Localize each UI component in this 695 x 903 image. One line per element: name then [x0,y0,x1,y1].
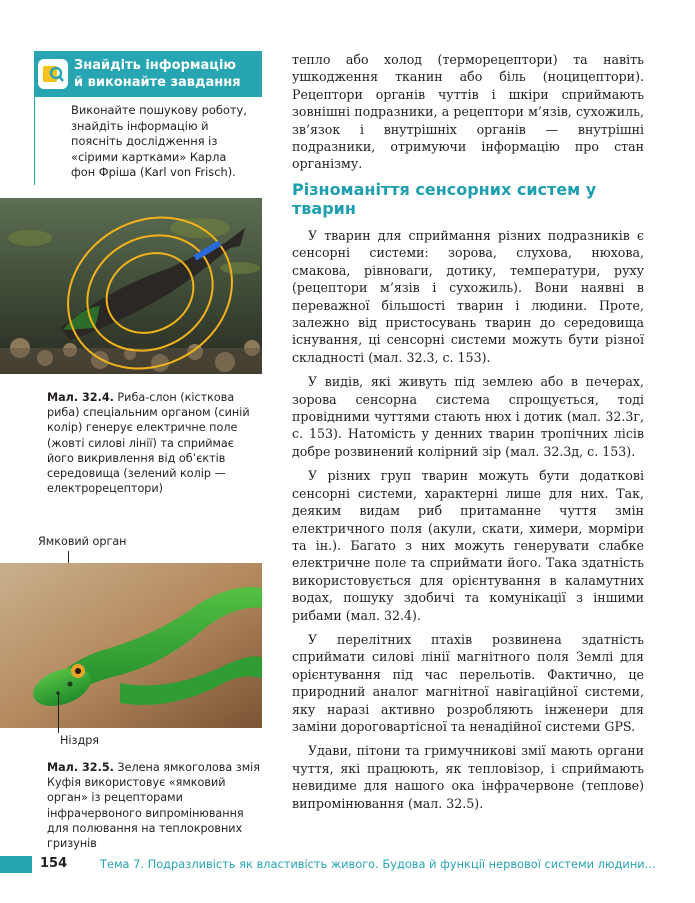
page-number: 154 [40,856,68,871]
nostril-pointer [58,693,59,733]
elephant-fish-photo [0,198,262,374]
task-title-line1: Знайдіть інформацію [74,58,237,73]
task-header [34,51,262,97]
column-body [292,227,644,819]
figure-32-4-text: Риба-слон (кісткова риба) спеціальним органом (синій колір) генерує електричне поле (жовті силові лінії) та сприймає його викривлення від об’єктів середовища (зелений колір — електрорецептори) [47,391,250,496]
paragraph-3: У різних груп тварин можуть бути додаткові сенсорні системи, характерні лише для них. Так, деяким видам риб притаманне чуття змін електричного поля (акули, скати, химери, морміри та ін.). Багато з них можуть генерувати слабке електричне поле та сприймати його. Така здатність використовується для орієнтування в каламутних водах, пошуку здобичі та комунікації з іншими рибами (мал. 32.4). [292,468,644,623]
task-title [74,57,241,91]
search-task-icon [38,59,68,89]
task-title-line2: й виконайте завдання [74,75,241,90]
footer-accent-bar [0,856,32,873]
task-box [34,51,262,185]
figure-32-4-label: Мал. 32.4. [47,391,114,404]
column-intro [292,51,644,180]
pit-organ-label: Ямковий орган [38,535,127,548]
footer-topic: Тема 7. Подразливість як властивість живого. Будова й функції нервової системи людини... [100,857,656,871]
figure-32-4-caption [47,390,261,496]
task-body: Виконайте пошукову роботу, знайдіть інформацію й поясніть дослідження із «сірими картками» Карла фон Фріша (Karl von Frisch). [34,97,262,185]
figure-32-5-label: Мал. 32.5. [47,761,114,774]
nostril-label: Ніздря [60,734,100,747]
paragraph-2: У видів, які живуть під землею або в печерах, зорова сенсорна система спрощується, тоді провідними чуттями стають нюх і дотик (мал. 32.3г, с. 153). Натомість у денних тварин тропічних лісів добре розвинений колірний зір (мал. 32.3д, с. 153). [292,374,644,459]
paragraph-5: Удави, пітони та гримучникові змії мають органи чуття, які працюють, як тепловізор, і сприймають невидиме для нашого ока інфрачервоне (теплове) випромінювання (мал. 32.5). [292,743,644,811]
paragraph-1: У тварин для сприймання різних подразників є сенсорні системи: зорова, слухова, нюхова, смакова, рівноваги, дотику, температури, руху (рецептори м’язів і сухожиль). Вони наявні в переважної більшості тварин і людини. Проте, залежно від пристосувань тварин до середовища існування, ці сенсорні системи можуть бути різної складності (мал. 32.3, с. 153). [292,228,644,365]
figure-32-5-text: Зелена ямкоголова змія Куфія використовує «ямковий орган» із рецепторами інфрачервоного випромінювання для полювання на теплокровних гризунів [47,761,260,851]
figure-32-5-caption [47,760,261,851]
intro-paragraph: тепло або холод (терморецептори) та навіть ушкодження тканин або біль (ноцицептори). Рецептори органів чуттів і шкіри сприймають зовнішні подразники, а рецептори м’язів, сухожиль, зв’язок і внутрішніх органів — внутрішні подразники, отримуючи інформацію про стан організму. [292,52,644,172]
pit-viper-photo [0,563,262,728]
paragraph-4: У перелітних птахів розвинена здатність сприймати силові лінії магнітного поля Землі для орієнтування під час перельотів. Фактично, це природний аналог магнітної навігаційної системи, яку наразі активно розробляють інженери для заміни дороговартісної та ненадійної системи GPS. [292,631,644,734]
section-title: Різноманіття сенсорних систем у тварин [292,180,597,218]
